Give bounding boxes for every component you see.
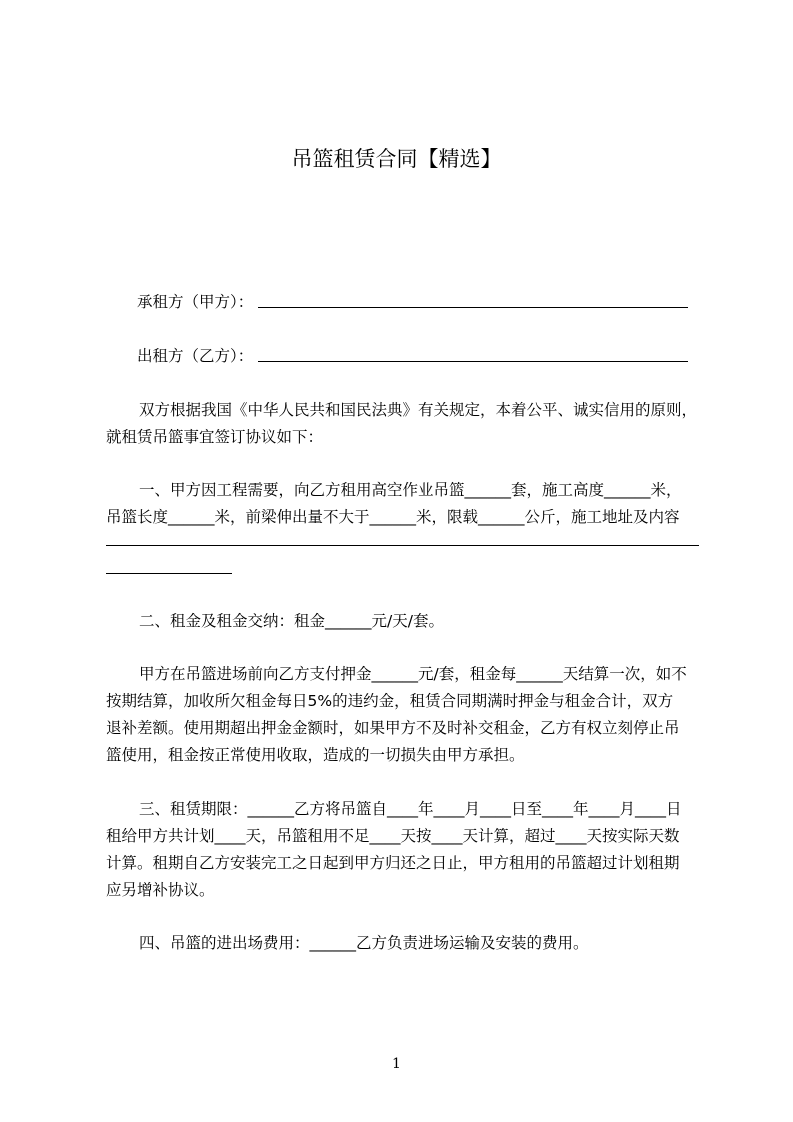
intro-line: 双方根据我国《中华人民共和国民法典》有关规定，本着公平、诚实信用的原则，	[139, 401, 698, 419]
section2-detail-line: 篮使用，租金按正常使用收取，造成的一切损失由甲方承担。	[106, 746, 525, 764]
section4-heading: 四、吊篮的进出场费用：______乙方负责进场运输及安装的费用。	[139, 934, 589, 952]
document-title: 吊篮租赁合同【精选】	[291, 147, 502, 171]
section1-blank-line	[106, 573, 232, 574]
section2-heading: 二、租金及租金交纳：租金______元/天/套。	[139, 612, 444, 630]
section2-detail-line: 甲方在吊篮进场前向乙方支付押金______元/套，租金每______天结算一次，如不	[139, 665, 687, 683]
party-b-blank	[258, 361, 688, 362]
party-b-label: 出租方（乙方）：	[137, 347, 254, 365]
party-a-label: 承租方（甲方）：	[137, 293, 254, 311]
section2-detail-line: 按期结算，加收所欠租金每日5%的违约金，租赁合同期满时押金与租金合计，双方	[106, 692, 674, 710]
section2-detail-line: 退补差额。使用期超出押金金额时，如果甲方不及时补交租金，乙方有权立刻停止吊	[106, 719, 680, 737]
section3-line: 计算。租期自乙方安装完工之日起到甲方归还之日止，甲方租用的吊篮超过计划租期	[106, 854, 680, 872]
page-number: 1	[392, 1056, 401, 1072]
section1-line: 吊篮长度______米，前梁伸出量不大于______米，限载______公斤，施工地址及内容	[106, 508, 680, 526]
intro-line: 就租赁吊篮事宜签订协议如下：	[106, 428, 324, 446]
party-a-blank	[258, 307, 688, 308]
section1-line: 一、甲方因工程需要，向乙方租用高空作业吊篮______套，施工高度______米，	[139, 481, 682, 499]
section3-line: 租给甲方共计划____天，吊篮租用不足____天按____天计算，超过____天按实际天数	[106, 827, 680, 845]
section1-blank-line	[106, 545, 699, 546]
section3-line: 应另增补协议。	[106, 881, 215, 899]
section3-line: 三、租赁期限：______乙方将吊篮自____年____月____日至____年____月____日	[139, 800, 682, 818]
